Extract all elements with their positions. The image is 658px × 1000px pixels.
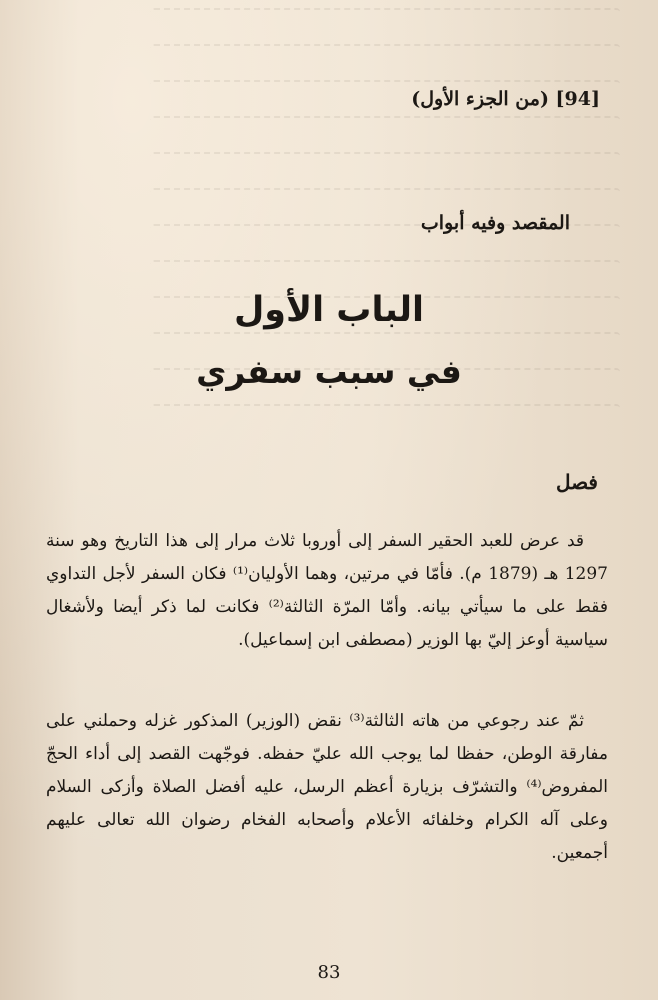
chapter-title-line2: في سبب سفري <box>196 352 462 391</box>
page-number: 83 <box>317 962 341 983</box>
paragraph-1: قد عرض للعبد الحقير السفر إلى أوروبا ثلاث مرار إلى هذا التاريخ وهو سنة 1297 هـ (1879 م). فأمّا في مرتين، وهما الأوليان⁽¹⁾ فكان السفر لأجل التداوي فقط على ما سيأتي بيانه. وأمّا المرّة الثالثة⁽²⁾ فكانت لما ذكر أيضا ولأشغال سياسية أوعز إليّ بها الوزير (مصطفى ابن إسماعيل). <box>46 531 608 650</box>
paragraph-2: ثمّ عند رجوعي من هاته الثالثة⁽³⁾ نقض (الوزير) المذكور غزله وحملني على مفارقة الوطن، حفظا لما يوجب الله عليّ حفظه. فوجّهت القصد إلى أداء الحجّ المفروض⁽⁴⁾ والتشرّف بزيارة أعظم الرسل، عليه أفضل الصلاة وأزكى السلام وعلى آله الكرام وخلفائه الأعلام وأصحابه الفخام رضوان الله تعالى عليهم أجمعين. <box>46 711 608 863</box>
section-heading: فصل <box>555 470 598 494</box>
paragraph-2-block <box>46 705 608 870</box>
chapter-title-line1: الباب الأول <box>233 290 425 330</box>
paragraph-1-block <box>46 525 608 657</box>
running-head: [94] (من الجزء الأول) <box>411 88 600 110</box>
section-intro: المقصد وفيه أبواب <box>420 212 570 234</box>
